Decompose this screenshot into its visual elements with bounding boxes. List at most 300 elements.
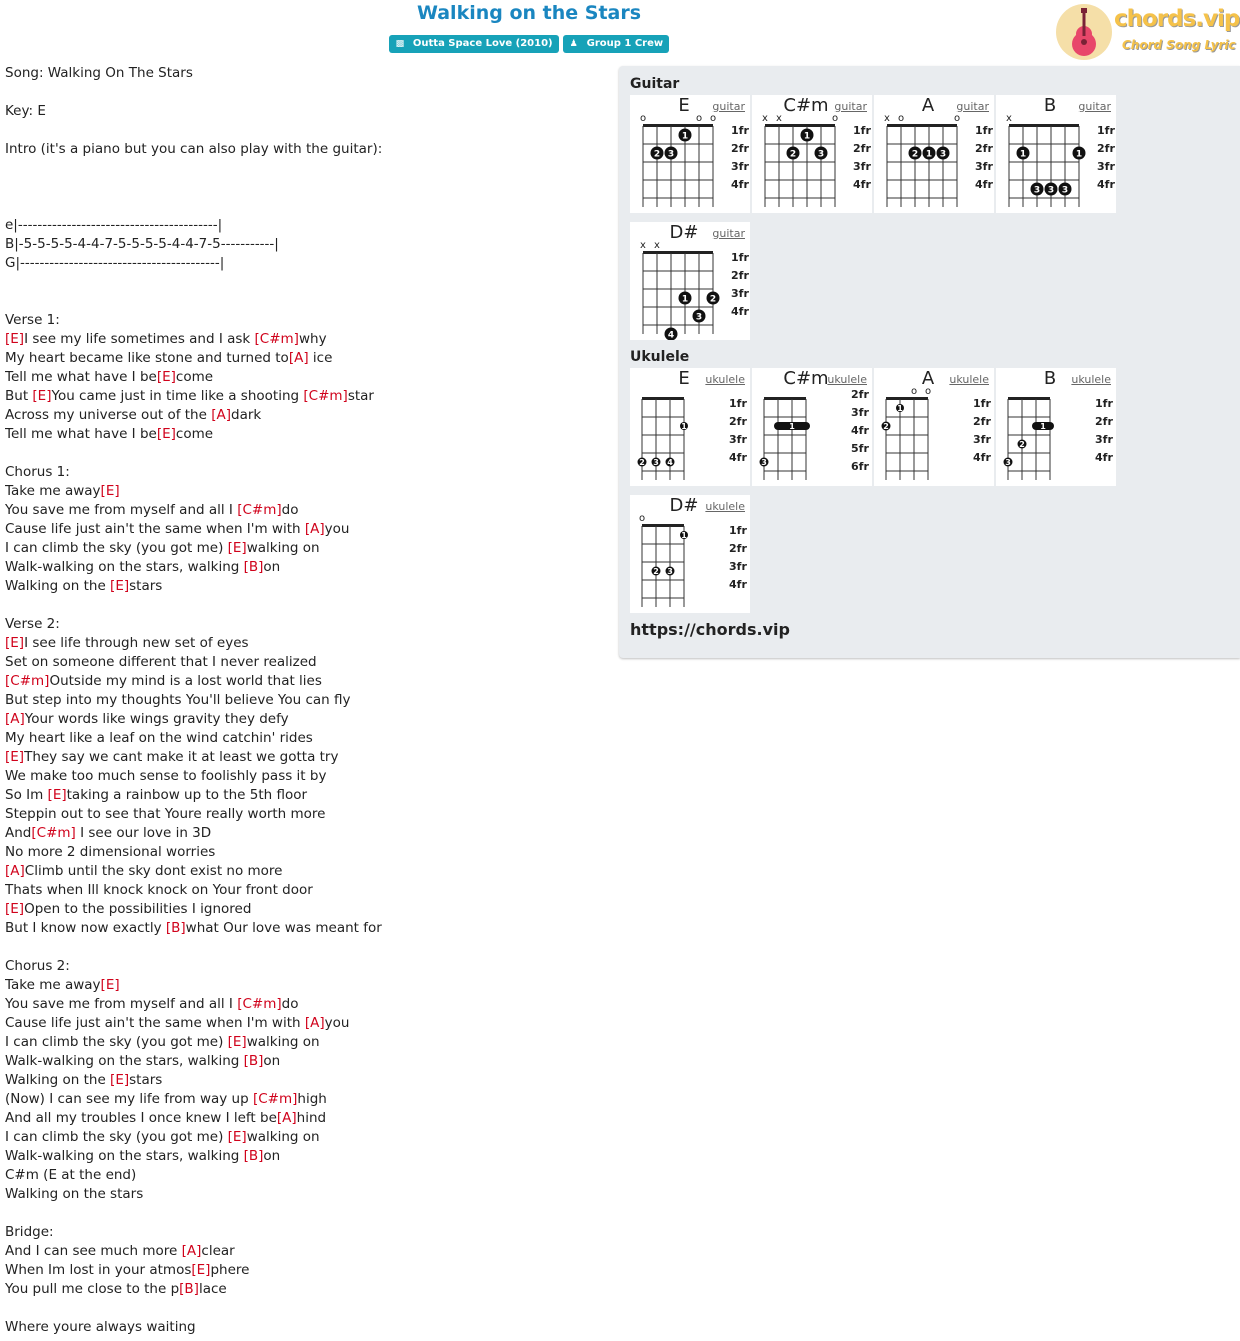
lyric-text: Walk-walking on the stars, walking	[5, 1148, 244, 1164]
finger-number: 3	[817, 149, 825, 160]
lyric-line	[5, 862, 615, 881]
lyric-text: Open to the possibilities I ignored	[24, 901, 252, 917]
nut-bar	[643, 251, 713, 254]
lyric-text: You save me from myself and all I	[5, 996, 238, 1012]
instrument-link[interactable]: ukulele	[1071, 373, 1111, 386]
guitar-logo-icon	[1056, 4, 1112, 60]
site-logo[interactable]	[1052, 2, 1240, 62]
lyric-text: Walking on the	[5, 578, 111, 594]
fret-label: 3fr	[1095, 433, 1113, 446]
lyric-line	[5, 957, 615, 976]
lyric-text: Thats when Ill knock knock on Your front door	[5, 882, 313, 898]
fretboard-grid	[874, 95, 994, 213]
nut-bar	[643, 124, 713, 127]
chord-link[interactable]: [E]	[110, 1072, 130, 1088]
chord-link[interactable]: [C#m]	[252, 1091, 298, 1107]
fretboard-grid	[752, 95, 872, 213]
lyric-text: You pull me close to the p	[5, 1281, 180, 1297]
lyric-text: walking on	[246, 1129, 320, 1145]
chord-diagram-dsharp[interactable]	[630, 222, 750, 340]
song-badges	[0, 35, 1058, 53]
chord-link[interactable]: [B]	[243, 1053, 264, 1069]
finger-number: 3	[939, 149, 947, 160]
chord-diagram-e[interactable]	[630, 368, 750, 486]
lyric-line	[5, 178, 615, 197]
lyric-text: Take me away	[5, 977, 101, 993]
fretboard-grid	[996, 95, 1116, 213]
lyric-text: come	[175, 426, 214, 442]
chord-link[interactable]: [E]	[5, 749, 25, 765]
lyric-text: ice	[308, 350, 333, 366]
lyric-line	[5, 1071, 615, 1090]
chord-link[interactable]: [A]	[5, 863, 25, 879]
finger-number: 4	[667, 330, 675, 340]
lyric-line	[5, 938, 615, 957]
lyric-line	[5, 976, 615, 995]
chord-link[interactable]: [E]	[156, 369, 176, 385]
fret-label: 4fr	[729, 451, 747, 464]
lyric-line	[5, 1261, 615, 1280]
fret-label: 4fr	[731, 305, 749, 318]
fret-label: 3fr	[729, 433, 747, 446]
instrument-link[interactable]: ukulele	[705, 500, 745, 513]
finger-number: 1	[1019, 149, 1027, 160]
lyric-text: I see our love in 3D	[75, 825, 212, 841]
fret-label: 3fr	[975, 160, 993, 173]
muted-string-marker: x	[762, 113, 768, 124]
nut-bar	[887, 124, 957, 127]
chord-link[interactable]: [A]	[211, 407, 231, 423]
chord-link[interactable]: [E]	[110, 578, 130, 594]
lyric-line	[5, 273, 615, 292]
artist-badge[interactable]	[563, 35, 670, 53]
fretboard-grid	[752, 368, 872, 486]
finger-number: 2	[709, 294, 717, 305]
chord-link[interactable]: [E]	[227, 1034, 247, 1050]
song-title: Walking on the Stars	[416, 2, 642, 24]
open-string-marker: o	[709, 113, 717, 124]
chord-link[interactable]: [A]	[288, 350, 309, 366]
fretboard-grid	[874, 368, 994, 486]
finger-number: 3	[695, 312, 703, 323]
fret-label: 1fr	[731, 124, 749, 137]
lyric-line	[5, 292, 615, 311]
lyric-text: You save me from myself and all I	[5, 502, 238, 518]
artist-label: Group 1 Crew	[586, 38, 664, 49]
lyric-text: Bridge:	[5, 1224, 54, 1240]
lyric-text: No more 2 dimensional worries	[5, 844, 216, 860]
instrument-link[interactable]: ukulele	[705, 373, 745, 386]
chord-link[interactable]: [E]	[100, 483, 120, 499]
lyric-line	[5, 558, 615, 577]
lyric-line	[5, 1090, 615, 1109]
muted-string-marker: x	[1006, 113, 1012, 124]
open-string-marker: o	[638, 513, 646, 524]
lyric-line	[5, 1014, 615, 1033]
chord-link[interactable]: [E]	[5, 635, 25, 651]
lyric-text: you	[324, 521, 350, 537]
chord-link[interactable]: [C#m]	[31, 825, 76, 841]
lyric-text: I see life through new set of eyes	[24, 635, 249, 651]
finger-number: 3	[1033, 185, 1041, 196]
chord-diagram-b[interactable]	[996, 95, 1116, 213]
lyric-line	[5, 482, 615, 501]
instrument-link[interactable]: guitar	[712, 227, 745, 240]
lyric-line	[5, 121, 615, 140]
lyric-text: phere	[210, 1262, 250, 1278]
fretboard-grid	[630, 222, 750, 340]
chord-link[interactable]: [E]	[5, 901, 25, 917]
lyric-text: But	[5, 388, 33, 404]
finger-number: 3	[1061, 185, 1069, 196]
open-string-marker: o	[695, 113, 703, 124]
open-string-marker: o	[910, 386, 918, 397]
lyric-line	[5, 615, 615, 634]
lyric-text: Where youre always waiting	[5, 1319, 196, 1335]
finger-number: 3	[1005, 458, 1011, 467]
lyric-text: Take me away	[5, 483, 101, 499]
lyric-line	[5, 691, 615, 710]
lyric-line	[5, 1185, 615, 1204]
lyric-text: You came just in time like a shooting	[51, 388, 304, 404]
lyric-line	[5, 653, 615, 672]
lyric-line	[5, 349, 615, 368]
fret-label: 4fr	[853, 178, 871, 191]
fret-label: 2fr	[729, 415, 747, 428]
lyric-line	[5, 425, 615, 444]
fret-label: 4fr	[973, 451, 991, 464]
lyric-text: And	[5, 825, 32, 841]
chord-diagram-dsharp[interactable]	[630, 495, 750, 613]
lyric-text: My heart like a leaf on the wind catchin' rides	[5, 730, 313, 746]
lyric-text: taking a rainbow up to the 5th floor	[66, 787, 308, 803]
lyric-text: B|-5-5-5-5-4-4-7-5-5-5-5-4-4-7-5-----------|	[5, 236, 279, 252]
chord-link[interactable]: [A]	[5, 711, 25, 727]
lyric-text: Climb until the sky dont exist no more	[24, 863, 283, 879]
chord-name: B	[1043, 95, 1057, 116]
lyric-line	[5, 501, 615, 520]
lyric-text: Cause life just ain't the same when I'm with	[5, 521, 305, 537]
lyric-text: Your words like wings gravity they defy	[24, 711, 289, 727]
lyric-text: Walk-walking on the stars, walking	[5, 1053, 244, 1069]
finger-number: 3	[667, 567, 673, 576]
chord-name: C#m	[783, 368, 829, 389]
lyric-line	[5, 1052, 615, 1071]
fret-label: 4fr	[729, 578, 747, 591]
lyric-text: Walking on the stars	[5, 1186, 144, 1202]
lyric-line	[5, 387, 615, 406]
lyric-text: Tell me what have I be	[5, 369, 157, 385]
instrument-link[interactable]: guitar	[1078, 100, 1111, 113]
lyric-text: stars	[129, 1072, 163, 1088]
finger-number: 1	[897, 404, 903, 413]
fret-label: 2fr	[1097, 142, 1115, 155]
lyric-text: And I can see much more	[5, 1243, 182, 1259]
album-label: Outta Space Love (2010)	[412, 38, 553, 49]
chord-link[interactable]: [E]	[156, 426, 176, 442]
lyric-line	[5, 577, 615, 596]
lyric-line	[5, 596, 615, 615]
lyric-line	[5, 64, 615, 83]
fret-label: 1fr	[853, 124, 871, 137]
instrument-link[interactable]: ukulele	[949, 373, 989, 386]
site-url[interactable]: https://chords.vip	[630, 620, 790, 639]
fret-label: 3fr	[853, 160, 871, 173]
lyric-line	[5, 1242, 615, 1261]
lyric-line	[5, 311, 615, 330]
lyric-text: Song: Walking On The Stars	[5, 65, 193, 81]
lyric-text: But step into my thoughts You'll believe You can fly	[5, 692, 351, 708]
chord-link[interactable]: [B]	[165, 920, 186, 936]
lyric-line	[5, 786, 615, 805]
nut-bar	[886, 397, 928, 400]
muted-string-marker: x	[654, 240, 660, 251]
finger-number: 1	[681, 531, 687, 540]
chord-link[interactable]: [E]	[227, 1129, 247, 1145]
lyric-line	[5, 1033, 615, 1052]
lyric-text: Intro (it's a piano but you can also play with the guitar):	[5, 141, 383, 157]
finger-number: 2	[639, 458, 645, 467]
lyric-text: do	[281, 502, 299, 518]
fret-label: 2fr	[853, 142, 871, 155]
chord-link[interactable]: [E]	[47, 787, 67, 803]
chord-link[interactable]: [E]	[191, 1262, 211, 1278]
finger-number: 3	[761, 458, 767, 467]
finger-number: 2	[653, 567, 659, 576]
lyric-line	[5, 1128, 615, 1147]
lyrics-body	[5, 64, 615, 1337]
chord-name: B	[1043, 368, 1057, 389]
chord-name: A	[921, 95, 935, 116]
lyric-text: Key: E	[5, 103, 46, 119]
finger-number: 3	[667, 149, 675, 160]
chord-link[interactable]: [A]	[276, 1110, 297, 1126]
lyric-line	[5, 1280, 615, 1299]
lyric-line	[5, 1147, 615, 1166]
person-icon: ♟	[569, 39, 578, 49]
chord-name: E	[678, 368, 690, 389]
lyric-text: hind	[296, 1110, 327, 1126]
ukulele-heading: Ukulele	[630, 349, 690, 365]
chord-link[interactable]: [C#m]	[237, 996, 282, 1012]
finger-number: 2	[1019, 440, 1025, 449]
fretboard-grid	[630, 368, 750, 486]
lyric-text: And all my troubles I once knew I left be	[5, 1110, 277, 1126]
lyric-text: on	[263, 559, 281, 575]
finger-number: 3	[1047, 185, 1055, 196]
chord-diagram-csharpm[interactable]	[752, 368, 872, 486]
album-icon: ▩	[395, 39, 405, 49]
lyric-text: Walking on the	[5, 1072, 111, 1088]
lyric-line	[5, 539, 615, 558]
lyric-text: do	[281, 996, 299, 1012]
lyric-text: G|-----------------------------------------|	[5, 255, 225, 271]
fret-label: 2fr	[975, 142, 993, 155]
lyric-text: My heart became like stone and turned to	[5, 350, 289, 366]
lyric-text: (Now) I can see my life from way up	[5, 1091, 253, 1107]
finger-number: 2	[653, 149, 661, 160]
lyric-line	[5, 634, 615, 653]
fret-label: 3fr	[729, 560, 747, 573]
nut-bar	[1008, 397, 1050, 400]
lyric-text: stars	[129, 578, 163, 594]
fret-label: 1fr	[975, 124, 993, 137]
lyric-line	[5, 102, 615, 121]
chord-diagram-a[interactable]	[874, 368, 994, 486]
lyric-line	[5, 767, 615, 786]
instrument-link[interactable]: guitar	[834, 100, 867, 113]
instrument-link[interactable]: guitar	[956, 100, 989, 113]
lyric-text: I can climb the sky (you got me)	[5, 1034, 228, 1050]
lyric-line	[5, 83, 615, 102]
finger-number: 2	[911, 149, 919, 160]
chord-link[interactable]: [C#m]	[5, 673, 50, 689]
chord-name: A	[921, 368, 935, 389]
lyric-text: high	[297, 1091, 327, 1107]
finger-number: 1	[681, 294, 689, 305]
lyric-line	[5, 520, 615, 539]
lyric-text: Tell me what have I be	[5, 426, 157, 442]
open-string-marker: o	[639, 113, 647, 124]
lyric-line	[5, 140, 615, 159]
lyric-text: Set on someone different that I never realized	[5, 654, 317, 670]
chord-link[interactable]: [E]	[5, 331, 25, 347]
instrument-link[interactable]: ukulele	[827, 373, 867, 386]
fret-label: 1fr	[729, 397, 747, 410]
chord-link[interactable]: [B]	[243, 559, 264, 575]
lyric-text: They say we cant make it at least we gotta try	[24, 749, 339, 765]
lyric-line	[5, 406, 615, 425]
nut-bar	[765, 124, 835, 127]
lyric-line	[5, 843, 615, 862]
open-string-marker: o	[953, 113, 961, 124]
chord-link[interactable]: [A]	[181, 1243, 202, 1259]
lyric-line	[5, 710, 615, 729]
lyric-line	[5, 444, 615, 463]
lyric-text: Across my universe out of the	[5, 407, 212, 423]
chord-diagram-e[interactable]	[630, 95, 750, 213]
open-string-marker: o	[924, 386, 932, 397]
lyric-line	[5, 900, 615, 919]
chord-link[interactable]: [C#m]	[303, 388, 348, 404]
fret-label: 4fr	[1097, 178, 1115, 191]
lyric-text: Chorus 2:	[5, 958, 70, 974]
chord-link[interactable]: [E]	[32, 388, 52, 404]
lyric-text: why	[298, 331, 327, 347]
lyric-line	[5, 672, 615, 691]
lyric-text: When Im lost in your atmos	[5, 1262, 192, 1278]
logo-wordmark: chords.vip	[1114, 6, 1240, 32]
chord-link[interactable]: [B]	[179, 1281, 199, 1297]
lyric-text: Steppin out to see that Youre really worth more	[5, 806, 326, 822]
chord-diagram-a[interactable]	[874, 95, 994, 213]
instrument-link[interactable]: guitar	[712, 100, 745, 113]
fret-label: 2fr	[851, 388, 869, 401]
chord-link[interactable]: [E]	[227, 540, 247, 556]
lyric-text: walking on	[246, 1034, 320, 1050]
lyric-text: Verse 2:	[5, 616, 60, 632]
chord-link[interactable]: [B]	[243, 1148, 264, 1164]
open-string-marker: o	[897, 113, 905, 124]
fret-label: 1fr	[1095, 397, 1113, 410]
lyric-line	[5, 919, 615, 938]
chord-diagram-b[interactable]	[996, 368, 1116, 486]
chord-name: C#m	[783, 95, 829, 116]
lyric-text: C#m (E at the end)	[5, 1167, 137, 1183]
lyric-text: come	[175, 369, 214, 385]
fret-label: 1fr	[973, 397, 991, 410]
lyric-line	[5, 729, 615, 748]
chord-link[interactable]: [E]	[100, 977, 120, 993]
fret-label: 2fr	[729, 542, 747, 555]
lyric-text: Verse 1:	[5, 312, 60, 328]
lyric-line	[5, 1166, 615, 1185]
fretboard-grid	[996, 368, 1116, 486]
lyric-text: dark	[231, 407, 262, 423]
nut-bar	[1009, 124, 1079, 127]
fret-label: 4fr	[851, 424, 869, 437]
lyric-line	[5, 159, 615, 178]
chord-name: D#	[669, 495, 699, 516]
lyric-text: We make too much sense to foolishly pass it by	[5, 768, 327, 784]
finger-number: 1	[681, 131, 689, 142]
lyric-text: lace	[198, 1281, 227, 1297]
lyric-text: I can climb the sky (you got me)	[5, 1129, 228, 1145]
chord-diagram-csharpm[interactable]	[752, 95, 872, 213]
finger-number: 1	[789, 422, 795, 431]
lyric-line	[5, 1204, 615, 1223]
lyric-text: Outside my mind is a lost world that lies	[49, 673, 322, 689]
muted-string-marker: x	[640, 240, 646, 251]
chord-link[interactable]: [A]	[304, 521, 325, 537]
lyric-line	[5, 330, 615, 349]
fret-label: 1fr	[729, 524, 747, 537]
lyric-line	[5, 1223, 615, 1242]
chord-link[interactable]: [C#m]	[237, 502, 282, 518]
fret-label: 3fr	[731, 160, 749, 173]
fret-label: 2fr	[973, 415, 991, 428]
lyric-line	[5, 254, 615, 273]
album-badge[interactable]	[389, 35, 559, 53]
lyric-text: Chorus 1:	[5, 464, 70, 480]
lyric-line	[5, 463, 615, 482]
chord-link[interactable]: [A]	[304, 1015, 325, 1031]
logo-tagline: Chord Song Lyric	[1122, 38, 1236, 52]
muted-string-marker: x	[776, 113, 782, 124]
lyric-text: on	[263, 1148, 281, 1164]
nut-bar	[642, 524, 684, 527]
chord-link[interactable]: [C#m]	[254, 331, 299, 347]
fret-label: 5fr	[851, 442, 869, 455]
finger-number: 2	[789, 149, 797, 160]
lyric-line	[5, 368, 615, 387]
chord-name: D#	[669, 222, 699, 243]
lyric-text: what Our love was meant for	[185, 920, 382, 936]
fretboard-grid	[630, 95, 750, 213]
nut-bar	[642, 397, 684, 400]
fret-label: 1fr	[1097, 124, 1115, 137]
lyric-text: Cause life just ain't the same when I'm with	[5, 1015, 305, 1031]
fret-label: 6fr	[851, 460, 869, 473]
finger-number: 1	[803, 131, 811, 142]
fret-label: 4fr	[975, 178, 993, 191]
lyric-line	[5, 824, 615, 843]
lyric-line	[5, 995, 615, 1014]
lyric-line	[5, 216, 615, 235]
lyric-text: Walk-walking on the stars, walking	[5, 559, 244, 575]
fret-label: 1fr	[731, 251, 749, 264]
lyric-text: clear	[201, 1243, 235, 1259]
